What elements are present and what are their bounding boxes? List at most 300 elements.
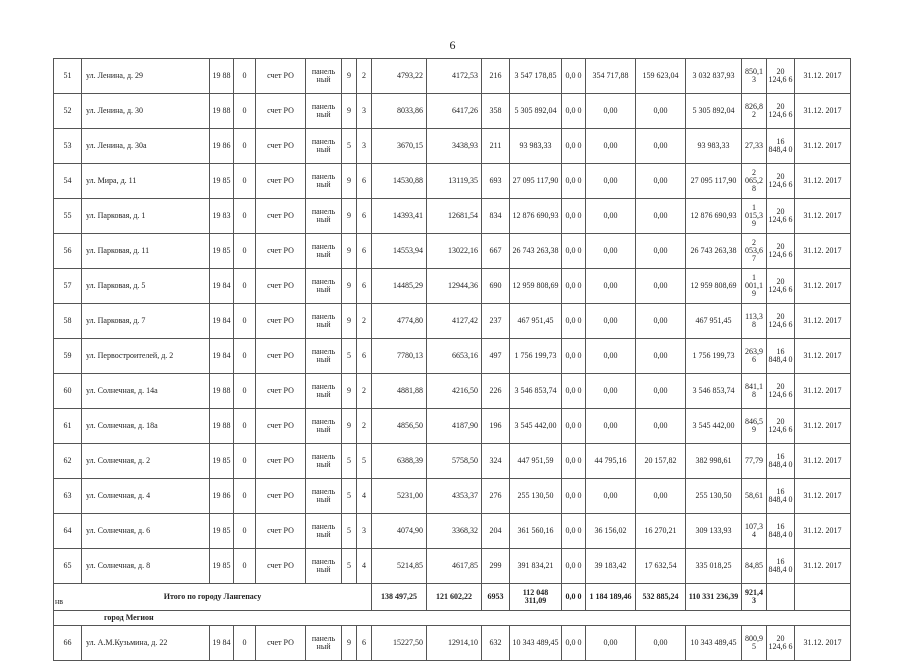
table-cell: 0 [234,626,256,661]
table-cell: 12 876 690,93 [510,199,562,234]
table-cell: 59 [54,339,82,374]
total-cell: 0,0 0 [562,584,586,611]
table-cell: 20 124,6 6 [767,409,795,444]
table-cell: 17 632,54 [636,549,686,584]
table-cell: счет РО [256,199,306,234]
table-cell: 19 85 [210,234,234,269]
total-cell: 121 602,22 [427,584,482,611]
table-cell: 31.12. 2017 [795,514,851,549]
table-cell: 57 [54,269,82,304]
table-cell: 93 983,33 [510,129,562,164]
table-cell: панель ный [306,304,342,339]
table-cell: счет РО [256,164,306,199]
table-cell: 31.12. 2017 [795,269,851,304]
table-cell: 6388,39 [372,444,427,479]
table-cell: панель ный [306,94,342,129]
table-cell: 27 095 117,90 [510,164,562,199]
table-cell: ул. Солнечная, д. 4 [82,479,210,514]
table-cell: 9 [342,94,357,129]
table-cell: 4881,88 [372,374,427,409]
table-cell: 6 [357,339,372,374]
total-label: Итого по городу Лангепасу [54,584,372,611]
table-cell: 358 [482,94,510,129]
table-cell: 0,0 0 [562,409,586,444]
table-cell: 0,0 0 [562,479,586,514]
table-cell: 31.12. 2017 [795,444,851,479]
table-cell: 55 [54,199,82,234]
table-cell: 54 [54,164,82,199]
city-header-row [54,611,851,626]
table-cell: панель ный [306,514,342,549]
table-row [54,626,851,661]
table-cell: 2 [357,374,372,409]
table-row [54,479,851,514]
table-cell: 16 848,4 0 [767,444,795,479]
table-cell: 12 876 690,93 [686,199,742,234]
table-cell: 6 [357,164,372,199]
table-cell: 0 [234,304,256,339]
table-cell: 19 84 [210,626,234,661]
table-cell: 5 [342,514,357,549]
table-cell: 0,0 0 [562,269,586,304]
table-cell: 3 032 837,93 [686,59,742,94]
table-cell: 4 [357,479,372,514]
housing-register-table [53,58,851,661]
table-cell: 31.12. 2017 [795,164,851,199]
table-cell: 20 124,6 6 [767,374,795,409]
table-cell: 1 015,3 9 [742,199,767,234]
total-cell: 921,4 3 [742,584,767,611]
table-cell: 19 83 [210,199,234,234]
table-cell: 31.12. 2017 [795,409,851,444]
table-cell: 3 547 178,85 [510,59,562,94]
table-cell: ул. Мира, д. 11 [82,164,210,199]
table-cell: 0,00 [636,626,686,661]
table-cell: 0,00 [586,374,636,409]
table-cell: 16 270,21 [636,514,686,549]
table-cell: 4216,50 [427,374,482,409]
table-cell: 3 [357,514,372,549]
table-cell: панель ный [306,199,342,234]
table-cell: панель ный [306,549,342,584]
table-cell: 36 156,02 [586,514,636,549]
table-cell: 0 [234,479,256,514]
table-cell: 4074,90 [372,514,427,549]
table-cell: ул. Парковая, д. 5 [82,269,210,304]
table-cell: 2 053,6 7 [742,234,767,269]
table-cell: 0,0 0 [562,304,586,339]
table-cell: 2 065,2 8 [742,164,767,199]
table-cell: 58,61 [742,479,767,514]
table-cell: 12681,54 [427,199,482,234]
table-row [54,269,851,304]
table-cell: счет РО [256,129,306,164]
table-cell: 309 133,93 [686,514,742,549]
table-cell: 693 [482,164,510,199]
table-row [54,374,851,409]
table-cell: 0,00 [636,269,686,304]
table-cell: счет РО [256,626,306,661]
total-row [54,584,851,611]
table-cell: панель ный [306,59,342,94]
table-cell: панель ный [306,444,342,479]
table-row [54,164,851,199]
table-cell: 4856,50 [372,409,427,444]
table-cell: 467 951,45 [686,304,742,339]
table-cell: 3 545 442,00 [686,409,742,444]
table-cell: 3 546 853,74 [686,374,742,409]
table-cell: 0 [234,444,256,479]
table-cell: 3 [357,94,372,129]
footer-mark: нв [55,597,64,606]
table-cell: 12 959 808,69 [686,269,742,304]
table-cell: 467 951,45 [510,304,562,339]
total-cell: 1 184 189,46 [586,584,636,611]
table-cell: 9 [342,234,357,269]
table-cell: 5 [342,129,357,164]
table-cell: 255 130,50 [686,479,742,514]
table-cell: 0,00 [636,409,686,444]
table-cell: 2 [357,304,372,339]
table-cell: ул. Ленина, д. 30 [82,94,210,129]
total-cell: 532 885,24 [636,584,686,611]
table-cell: панель ный [306,164,342,199]
table-cell: 13119,35 [427,164,482,199]
table-cell: 211 [482,129,510,164]
table-cell: 1 756 199,73 [686,339,742,374]
page-number: 6 [449,38,456,52]
table-cell: 62 [54,444,82,479]
table-cell: 5758,50 [427,444,482,479]
table-row [54,549,851,584]
table-cell: 16 848,4 0 [767,514,795,549]
table-cell: 20 124,6 6 [767,59,795,94]
table-cell: 0 [234,514,256,549]
table-cell: 113,3 8 [742,304,767,339]
table-cell: 19 84 [210,339,234,374]
table-cell: 84,85 [742,549,767,584]
table-cell: 12914,10 [427,626,482,661]
table-cell: 6417,26 [427,94,482,129]
table-cell: 216 [482,59,510,94]
table-cell: 0,00 [586,409,636,444]
table-cell: 196 [482,409,510,444]
table-cell: 0,00 [586,164,636,199]
table-cell: 19 88 [210,409,234,444]
table-cell: 19 88 [210,59,234,94]
table-cell: 841,1 8 [742,374,767,409]
table-cell: 6 [357,626,372,661]
table-cell: 0 [234,129,256,164]
table-cell: 4127,42 [427,304,482,339]
table-cell: 64 [54,514,82,549]
table-cell: ул. Солнечная, д. 18а [82,409,210,444]
table-cell: счет РО [256,269,306,304]
table-cell: 19 86 [210,479,234,514]
table-row [54,59,851,94]
table-cell: ул. Солнечная, д. 14а [82,374,210,409]
table-cell: 31.12. 2017 [795,549,851,584]
table-cell: 0 [234,59,256,94]
table-cell: 0 [234,409,256,444]
table-cell: 20 157,82 [636,444,686,479]
table-cell: 27,33 [742,129,767,164]
table-cell: 4774,80 [372,304,427,339]
table-cell: 0,0 0 [562,514,586,549]
table-cell: 53 [54,129,82,164]
table-cell: 335 018,25 [686,549,742,584]
table-cell: 690 [482,269,510,304]
table-cell: 3 545 442,00 [510,409,562,444]
table-cell: 60 [54,374,82,409]
table-cell: 0,00 [636,234,686,269]
table-cell: 16 848,4 0 [767,549,795,584]
table-cell: 0,0 0 [562,444,586,479]
table-cell: ул. Солнечная, д. 8 [82,549,210,584]
table-cell: 226 [482,374,510,409]
table-cell: 31.12. 2017 [795,374,851,409]
table-cell: 14553,94 [372,234,427,269]
table-cell: панель ный [306,129,342,164]
table-cell: 3 [357,129,372,164]
table-cell: ул. Солнечная, д. 6 [82,514,210,549]
table-cell: 19 86 [210,129,234,164]
table-cell: счет РО [256,409,306,444]
table-cell: 0,0 0 [562,129,586,164]
table-cell: 9 [342,626,357,661]
table-cell: 14530,88 [372,164,427,199]
table-cell: счет РО [256,374,306,409]
table-row [54,199,851,234]
table-cell: 0,00 [586,94,636,129]
table-cell: 276 [482,479,510,514]
table-cell: 3438,93 [427,129,482,164]
table-cell: 2 [357,59,372,94]
table-cell: счет РО [256,304,306,339]
table-cell: 14485,29 [372,269,427,304]
table-cell: 0 [234,234,256,269]
table-cell: 9 [342,409,357,444]
table-cell: 0 [234,549,256,584]
table-cell: 10 343 489,45 [510,626,562,661]
table-cell: 846,5 9 [742,409,767,444]
table-cell: 0,0 0 [562,549,586,584]
total-cell: 112 048 311,09 [510,584,562,611]
table-cell: ул. Парковая, д. 7 [82,304,210,339]
table-cell: 31.12. 2017 [795,626,851,661]
table-cell: 4617,85 [427,549,482,584]
table-cell: 31.12. 2017 [795,339,851,374]
table-cell: 159 623,04 [636,59,686,94]
table-cell: 0,00 [586,339,636,374]
table-cell: 9 [342,164,357,199]
table-cell: ул. Солнечная, д. 2 [82,444,210,479]
table-cell: счет РО [256,514,306,549]
table-cell: 66 [54,626,82,661]
table-cell: 5 [342,339,357,374]
table-cell: 0 [234,269,256,304]
table-cell: 6 [357,199,372,234]
table-cell: счет РО [256,444,306,479]
table-cell: 20 124,6 6 [767,94,795,129]
table-cell: 5 [342,444,357,479]
table-cell: 16 848,4 0 [767,129,795,164]
table-cell: 0,00 [586,626,636,661]
table-cell: 0,00 [636,94,686,129]
table-cell: 497 [482,339,510,374]
city-name: город Мегион [54,611,851,626]
table-cell: 0,00 [586,269,636,304]
table-cell: 0,00 [586,199,636,234]
table-cell: 16 848,4 0 [767,479,795,514]
table-cell: 20 124,6 6 [767,164,795,199]
table-cell: 13022,16 [427,234,482,269]
table-cell: 4172,53 [427,59,482,94]
table-cell: панель ный [306,234,342,269]
table-cell: 93 983,33 [686,129,742,164]
table-cell: 354 717,88 [586,59,636,94]
table-cell: 19 85 [210,549,234,584]
table-cell: 5 305 892,04 [686,94,742,129]
table-cell: 19 85 [210,164,234,199]
table-cell: счет РО [256,59,306,94]
table-cell: 0,00 [636,129,686,164]
table-cell: 31.12. 2017 [795,234,851,269]
table-cell: 0,00 [636,339,686,374]
table-cell: 15227,50 [372,626,427,661]
table-cell: 0 [234,164,256,199]
table-cell: ул. Первостроителей, д. 2 [82,339,210,374]
table-cell: 77,79 [742,444,767,479]
table-cell: счет РО [256,549,306,584]
table-cell: 44 795,16 [586,444,636,479]
table-cell: 26 743 263,38 [686,234,742,269]
table-cell: 1 001,1 9 [742,269,767,304]
table-cell: 4 [357,549,372,584]
table-row [54,409,851,444]
table-cell: 63 [54,479,82,514]
table-cell: 52 [54,94,82,129]
table-cell: 6 [357,234,372,269]
table-cell: 667 [482,234,510,269]
table-cell: 0,00 [636,199,686,234]
total-cell: 6953 [482,584,510,611]
table-cell: 9 [342,269,357,304]
table-cell: ул. Ленина, д. 29 [82,59,210,94]
total-cell [795,584,851,611]
table-cell: 0,0 0 [562,626,586,661]
table-row [54,129,851,164]
table-cell: 0,0 0 [562,59,586,94]
table-cell: 5231,00 [372,479,427,514]
table-cell: 255 130,50 [510,479,562,514]
table-cell: 19 84 [210,304,234,339]
table-cell: 0,00 [586,479,636,514]
table-cell: 0,00 [636,374,686,409]
table-cell: 361 560,16 [510,514,562,549]
table-cell: 27 095 117,90 [686,164,742,199]
table-row [54,514,851,549]
table-cell: ул. Ленина, д. 30а [82,129,210,164]
table-cell: 0,0 0 [562,94,586,129]
table-body [54,59,851,661]
table-cell: панель ный [306,269,342,304]
table-row [54,234,851,269]
table-cell: 0 [234,374,256,409]
table-cell: 39 183,42 [586,549,636,584]
table-cell: 4793,22 [372,59,427,94]
table-cell: 107,3 4 [742,514,767,549]
table-cell: ул. А.М.Кузьмина, д. 22 [82,626,210,661]
table-cell: 850,1 3 [742,59,767,94]
table-cell: панель ный [306,339,342,374]
table-cell: 16 848,4 0 [767,339,795,374]
table-cell: 237 [482,304,510,339]
table-cell: 0,00 [586,129,636,164]
table-cell: 14393,41 [372,199,427,234]
table-cell: 26 743 263,38 [510,234,562,269]
table-cell: 19 88 [210,374,234,409]
table-cell: 19 85 [210,514,234,549]
table-cell: 31.12. 2017 [795,304,851,339]
table-cell: 9 [342,304,357,339]
table-cell: 20 124,6 6 [767,234,795,269]
table-cell: 4353,37 [427,479,482,514]
table-cell: 20 124,6 6 [767,626,795,661]
table-cell: 0 [234,339,256,374]
table-cell: 0,0 0 [562,164,586,199]
table-cell: панель ный [306,409,342,444]
table-cell: 7780,13 [372,339,427,374]
table-row [54,444,851,479]
table-cell: 3 546 853,74 [510,374,562,409]
table-cell: 5 [342,479,357,514]
table-cell: 834 [482,199,510,234]
table-cell: 19 85 [210,444,234,479]
table-row [54,339,851,374]
table-cell: 12944,36 [427,269,482,304]
table-cell: 5 [342,549,357,584]
table-cell: 391 834,21 [510,549,562,584]
table-cell: 19 84 [210,269,234,304]
table-cell: 0,00 [636,479,686,514]
table-cell: 61 [54,409,82,444]
table-cell: 6 [357,269,372,304]
table-cell: 5 [357,444,372,479]
table-cell: 12 959 808,69 [510,269,562,304]
table-cell: 0 [234,94,256,129]
table-cell: 5214,85 [372,549,427,584]
table-cell: 324 [482,444,510,479]
table-cell: 0,0 0 [562,374,586,409]
table-cell: 0,0 0 [562,339,586,374]
table-cell: счет РО [256,234,306,269]
table-cell: 5 305 892,04 [510,94,562,129]
table-cell: 9 [342,59,357,94]
table-cell: 20 124,6 6 [767,304,795,339]
table-cell: 0 [234,199,256,234]
table-row [54,304,851,339]
table-cell: 447 951,59 [510,444,562,479]
table-cell: 204 [482,514,510,549]
table-cell: 51 [54,59,82,94]
table-cell: 9 [342,374,357,409]
total-cell [767,584,795,611]
table-cell: 0,0 0 [562,199,586,234]
table-cell: ул. Парковая, д. 1 [82,199,210,234]
table-cell: 31.12. 2017 [795,59,851,94]
table-cell: счет РО [256,94,306,129]
